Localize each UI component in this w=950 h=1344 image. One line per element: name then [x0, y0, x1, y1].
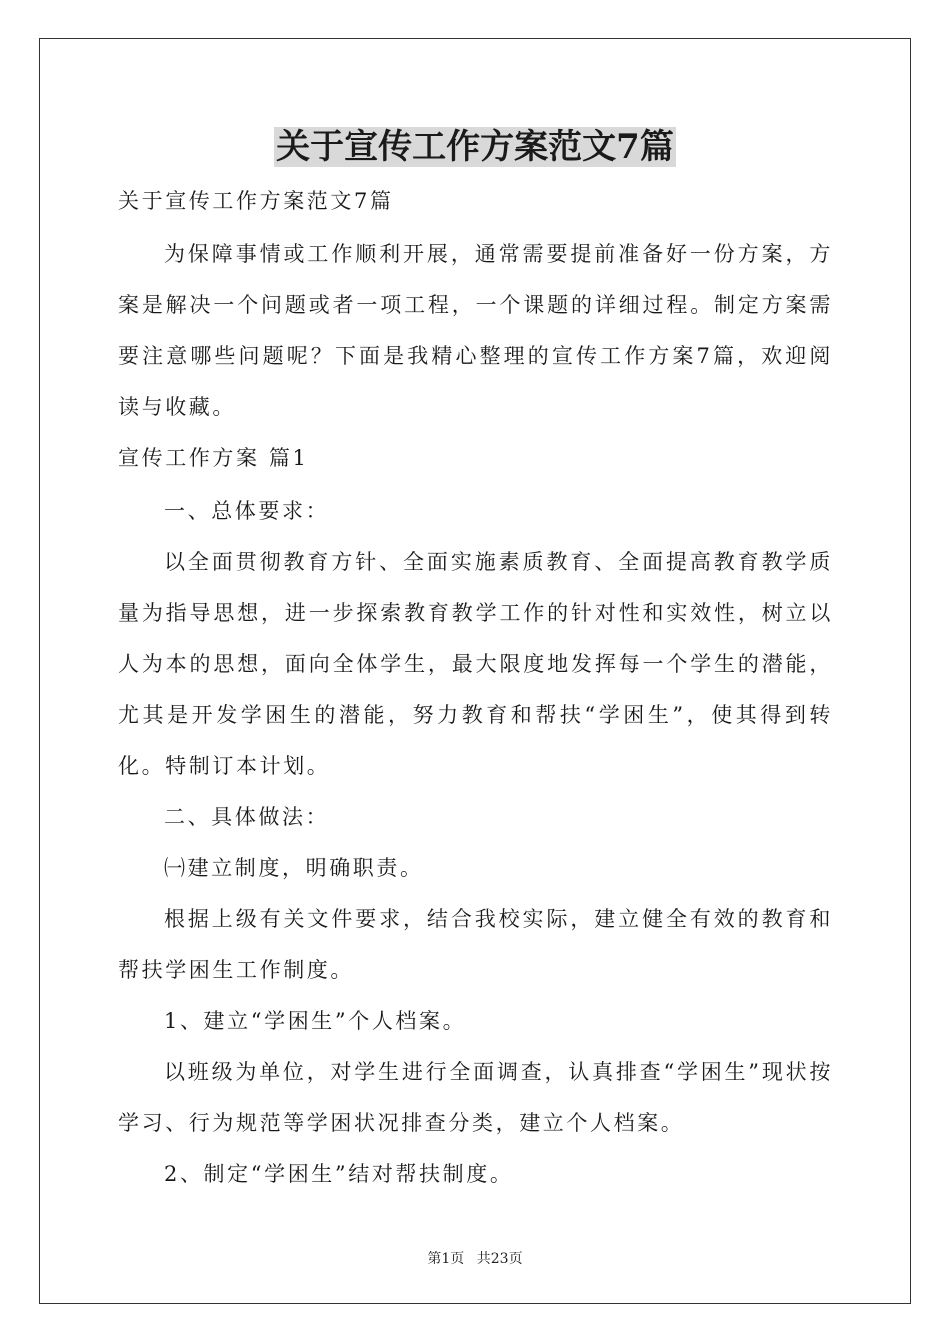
document-body	[118, 177, 833, 1200]
paragraph-specific-methods: 二、具体做法：	[164, 805, 330, 829]
paragraph-item-1: 1、建立“学困生”个人档案。	[164, 1009, 467, 1033]
intro-paragraph: 为保障事情或工作顺利开展，通常需要提前准备好一份方案，方案是解决一个问题或者一项工程，一个课题的详细过程。制定方案需要注意哪些问题呢？下面是我精心整理的宣传工作方案7篇，欢迎阅读与收藏。	[118, 242, 833, 419]
paragraph-item-2: 2、制定“学困生”结对帮扶制度。	[164, 1162, 514, 1186]
paragraph-guiding-idea: 以全面贯彻教育方针、全面实施素质教育、全面提高教育教学质量为指导思想，进一步探索教育教学工作的针对性和实效性，树立以人为本的思想，面向全体学生，最大限度地发挥每一个学生的潜能，尤其是开发学困生的潜能，努力教育和帮扶“学困生”，使其得到转化。特制订本计划。	[118, 550, 833, 778]
document-title	[0, 124, 950, 170]
page-number: 第1页	[427, 1251, 465, 1267]
page-total: 共23页	[476, 1251, 523, 1267]
page-footer	[0, 1248, 950, 1268]
paragraph-item-1-details: 以班级为单位，对学生进行全面调查，认真排查“学困生”现状按学习、行为规范等学困状况排查分类，建立个人档案。	[118, 1060, 833, 1135]
paragraph-establish-system: ㈠建立制度，明确职责。	[164, 856, 424, 880]
paragraph-system-details: 根据上级有关文件要求，结合我校实际，建立健全有效的教育和帮扶学困生工作制度。	[118, 907, 833, 982]
document-title-text: 关于宣传工作方案范文7篇	[276, 127, 674, 167]
section-heading: 宣传工作方案 篇1	[118, 446, 309, 470]
subtitle: 关于宣传工作方案范文7篇	[118, 189, 394, 213]
paragraph-general-requirements: 一、总体要求：	[164, 499, 330, 523]
